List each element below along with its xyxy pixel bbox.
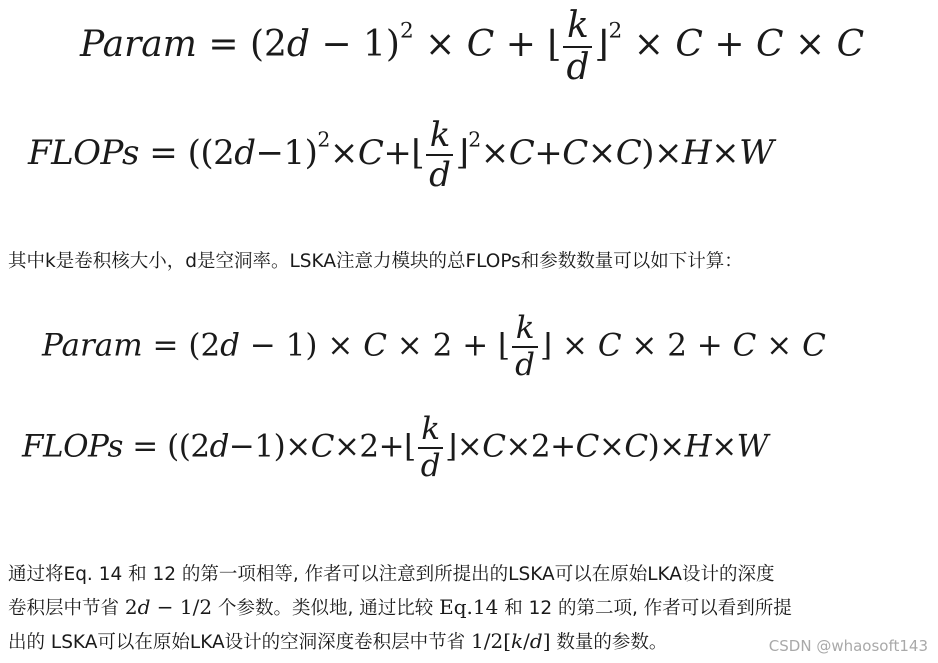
var-c: C xyxy=(310,428,334,465)
var-c: C xyxy=(755,24,784,65)
text-segment: 数量的参数。 xyxy=(550,632,668,653)
denominator-d: d xyxy=(426,154,453,192)
var-c: C xyxy=(732,327,757,364)
formula-param-1 xyxy=(80,5,865,88)
var-c: C xyxy=(508,133,535,173)
var-c: C xyxy=(624,428,648,465)
exponent: 2 xyxy=(317,127,330,152)
var-d: d xyxy=(220,327,241,364)
close-paren-times: )× xyxy=(647,428,685,465)
fraction-k-over-d xyxy=(563,5,592,88)
denominator-d: d xyxy=(418,447,443,482)
var-d: d xyxy=(234,133,256,173)
denominator-d: d xyxy=(512,346,538,381)
var-c: C xyxy=(363,327,387,364)
fraction-k-over-d xyxy=(426,115,453,195)
var-c: C xyxy=(466,24,495,65)
floor-right: ⌋ xyxy=(540,327,553,364)
floor-right: ⌋ xyxy=(445,428,457,465)
times-sign: × xyxy=(456,428,483,465)
fraction-k-over-d xyxy=(512,310,538,383)
times-sign: × xyxy=(329,133,358,173)
math-var-d: d xyxy=(529,629,543,653)
watermark: CSDN @whaosoft143 xyxy=(768,637,928,655)
times-two-plus: × 2 + xyxy=(386,327,499,364)
var-c: C xyxy=(836,24,865,65)
times-sign: × xyxy=(587,133,616,173)
times-sign: × xyxy=(794,24,837,65)
times-sign: × xyxy=(552,327,598,364)
exponent: 2 xyxy=(399,18,414,44)
plus-sign: + xyxy=(505,24,548,65)
var-h: H xyxy=(684,428,712,465)
numerator-k: k xyxy=(567,5,589,46)
var-d: d xyxy=(209,428,229,465)
text-segment: 和 12 的第二项, 作者可以看到所提 xyxy=(498,598,792,619)
floor-right: ⌋ xyxy=(455,133,469,173)
close-paren: ) xyxy=(641,133,654,173)
formula-flops-1 xyxy=(28,115,774,195)
times-sign: × xyxy=(425,24,467,65)
floor-left: ⌊ xyxy=(404,428,416,465)
math-rest: − 1/2 xyxy=(150,595,213,619)
numerator-k: k xyxy=(515,310,535,346)
math-bracket: ] xyxy=(542,629,551,653)
plus-sign: + xyxy=(534,133,563,173)
body-text-intro: 其中k是卷积核大小，d是空洞率。LSKA注意力模块的总FLOPs和参数数量可以如下计算： xyxy=(8,251,743,272)
times-sign: × xyxy=(654,133,682,173)
equals-sign: = xyxy=(122,428,168,465)
floor-right: ⌋ xyxy=(594,24,609,65)
term-rest: − 1) xyxy=(309,24,400,65)
fraction-k-over-d xyxy=(418,411,443,484)
denominator-d: d xyxy=(563,46,592,86)
formula-flops-2 xyxy=(22,411,769,484)
floor-left: ⌊ xyxy=(411,133,425,173)
var-d: d xyxy=(286,24,310,65)
numerator-k: k xyxy=(421,411,440,447)
var-w: W xyxy=(739,133,774,173)
floor-left: ⌊ xyxy=(547,24,562,65)
times-sign: × xyxy=(598,428,625,465)
var-c: C xyxy=(675,24,703,65)
numerator-k: k xyxy=(429,115,450,155)
inline-math-eq-ref: Eq.14 xyxy=(439,595,499,619)
text-segment: 卷积层中节省 xyxy=(8,598,125,619)
term-open: (2 xyxy=(249,24,287,65)
exponent: 2 xyxy=(468,127,481,152)
inline-math xyxy=(125,595,212,619)
math-number: 1/2[ xyxy=(471,629,512,653)
inline-math xyxy=(471,629,551,653)
plus-sign: + xyxy=(714,24,756,65)
var-h: H xyxy=(682,133,712,173)
times-sign: × xyxy=(711,133,740,173)
times-sign: × xyxy=(711,428,737,465)
times-two-plus: ×2+ xyxy=(333,428,405,465)
term-open: (2 xyxy=(188,327,221,364)
term-rest: − 1) × xyxy=(240,327,364,364)
math-number: 2 xyxy=(124,595,138,619)
text-segment: 个参数。类似地, 通过比较 xyxy=(212,598,440,619)
term-open: ((2 xyxy=(187,133,235,173)
paragraph-line-2 xyxy=(8,591,936,625)
var-c: C xyxy=(597,327,622,364)
param-symbol: Param xyxy=(80,24,197,65)
math-var-d: d xyxy=(137,595,151,619)
math-slash: / xyxy=(523,629,530,653)
var-c: C xyxy=(357,133,384,173)
term-rest: −1)× xyxy=(228,428,311,465)
var-c: C xyxy=(802,327,826,364)
paragraph-line-1: 通过将Eq. 14 和 12 的第一项相等, 作者可以注意到所提出的LSKA可以在原始LKA设计的深度 xyxy=(8,564,775,585)
times-two-plus: ×2+ xyxy=(505,428,576,465)
param-symbol: Param xyxy=(42,327,143,364)
flops-symbol: FLOPs xyxy=(22,428,123,465)
times-sign: × xyxy=(480,133,509,173)
var-w: W xyxy=(736,428,769,465)
plus-sign: + xyxy=(383,133,412,173)
times-two-plus: × 2 + xyxy=(621,327,733,364)
times-sign: × xyxy=(633,24,676,65)
equals-sign: = xyxy=(142,327,189,364)
equals-sign: = xyxy=(138,133,188,173)
term-open: ((2 xyxy=(167,428,210,465)
var-c: C xyxy=(615,133,642,173)
math-var-k: k xyxy=(511,629,524,653)
exponent: 2 xyxy=(608,18,623,44)
var-c: C xyxy=(562,133,588,173)
flops-symbol: FLOPs xyxy=(28,133,139,173)
var-c: C xyxy=(482,428,506,465)
term-rest: −1) xyxy=(255,133,318,173)
times-sign: × xyxy=(756,327,803,364)
text-segment: 出的 LSKA可以在原始LKA设计的空洞深度卷积层中节省 xyxy=(8,632,472,653)
var-c: C xyxy=(575,428,599,465)
formula-param-2 xyxy=(42,310,826,383)
floor-left: ⌊ xyxy=(498,327,511,364)
equals-sign: = xyxy=(208,24,239,65)
